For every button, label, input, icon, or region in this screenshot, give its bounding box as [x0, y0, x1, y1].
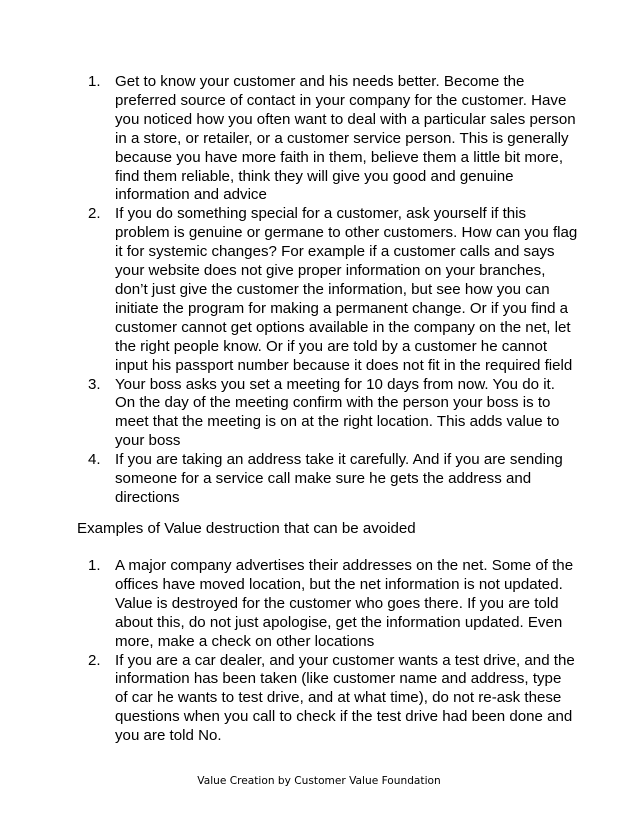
list-item-text: A major company advertises their addresses on the net. Some of the offices have moved location, but the net information is not updated. Value is destroyed for the customer who goes there. If you are told about this, do not just apologise, get the information updated. Even more, make a check on other locations — [115, 557, 574, 650]
list-item-number: 1. — [88, 73, 101, 90]
list-item-text: If you do something special for a customer, ask yourself if this problem is genuine or germane to other customers. How can you flag it for systemic changes? For example if a customer calls and says your website does not give proper information on your branches, don’t just give the customer the information, but see how you can initiate the program for making a permanent change. Or if you find a customer cannot get options available in the company on the net, let the right people know. Or if you are told by a customer he cannot input his passport number because it does not fit in the required field — [115, 205, 578, 374]
list-item — [88, 652, 578, 747]
list-item-number: 4. — [88, 451, 101, 469]
list-item-text: If you are taking an address take it carefully. And if you are sending someone for a service call make sure he gets the address and directions — [115, 451, 563, 506]
list-item — [88, 557, 578, 652]
list-item — [88, 451, 578, 508]
value-creation-list — [88, 73, 578, 508]
section-heading: Examples of Value destruction that can be avoided — [77, 520, 416, 537]
list-item-number: 1. — [88, 557, 101, 574]
list-item-text: Get to know your customer and his needs better. Become the preferred source of contact in your company for the customer. Have you noticed how you often want to deal with a particular sales person in a store, or retailer, or a customer service person. This is generally because you have more faith in them, believe them a little bit more, find them reliable, think they will give you good and genuine information and advice — [115, 73, 576, 204]
list-item — [88, 73, 578, 205]
list-item-number: 3. — [88, 375, 101, 393]
list-item-number: 2. — [88, 205, 101, 223]
list-item-text: Your boss asks you set a meeting for 10 days from now. You do it. On the day of the meeting confirm with the person your boss is to meet that the meeting is on at the right location. This adds value to your boss — [115, 375, 560, 450]
page-footer: Value Creation by Customer Value Foundation — [197, 775, 441, 787]
value-destruction-list — [88, 557, 578, 746]
list-item — [88, 205, 578, 375]
list-item-number: 2. — [88, 651, 101, 669]
list-item — [88, 376, 578, 452]
list-item-text: If you are a car dealer, and your customer wants a test drive, and the information has been taken (like customer name and address, type of car he wants to test drive, and at what time), do not re-ask these questions when you call to check if the test drive had been done and you are told No. — [115, 651, 575, 745]
